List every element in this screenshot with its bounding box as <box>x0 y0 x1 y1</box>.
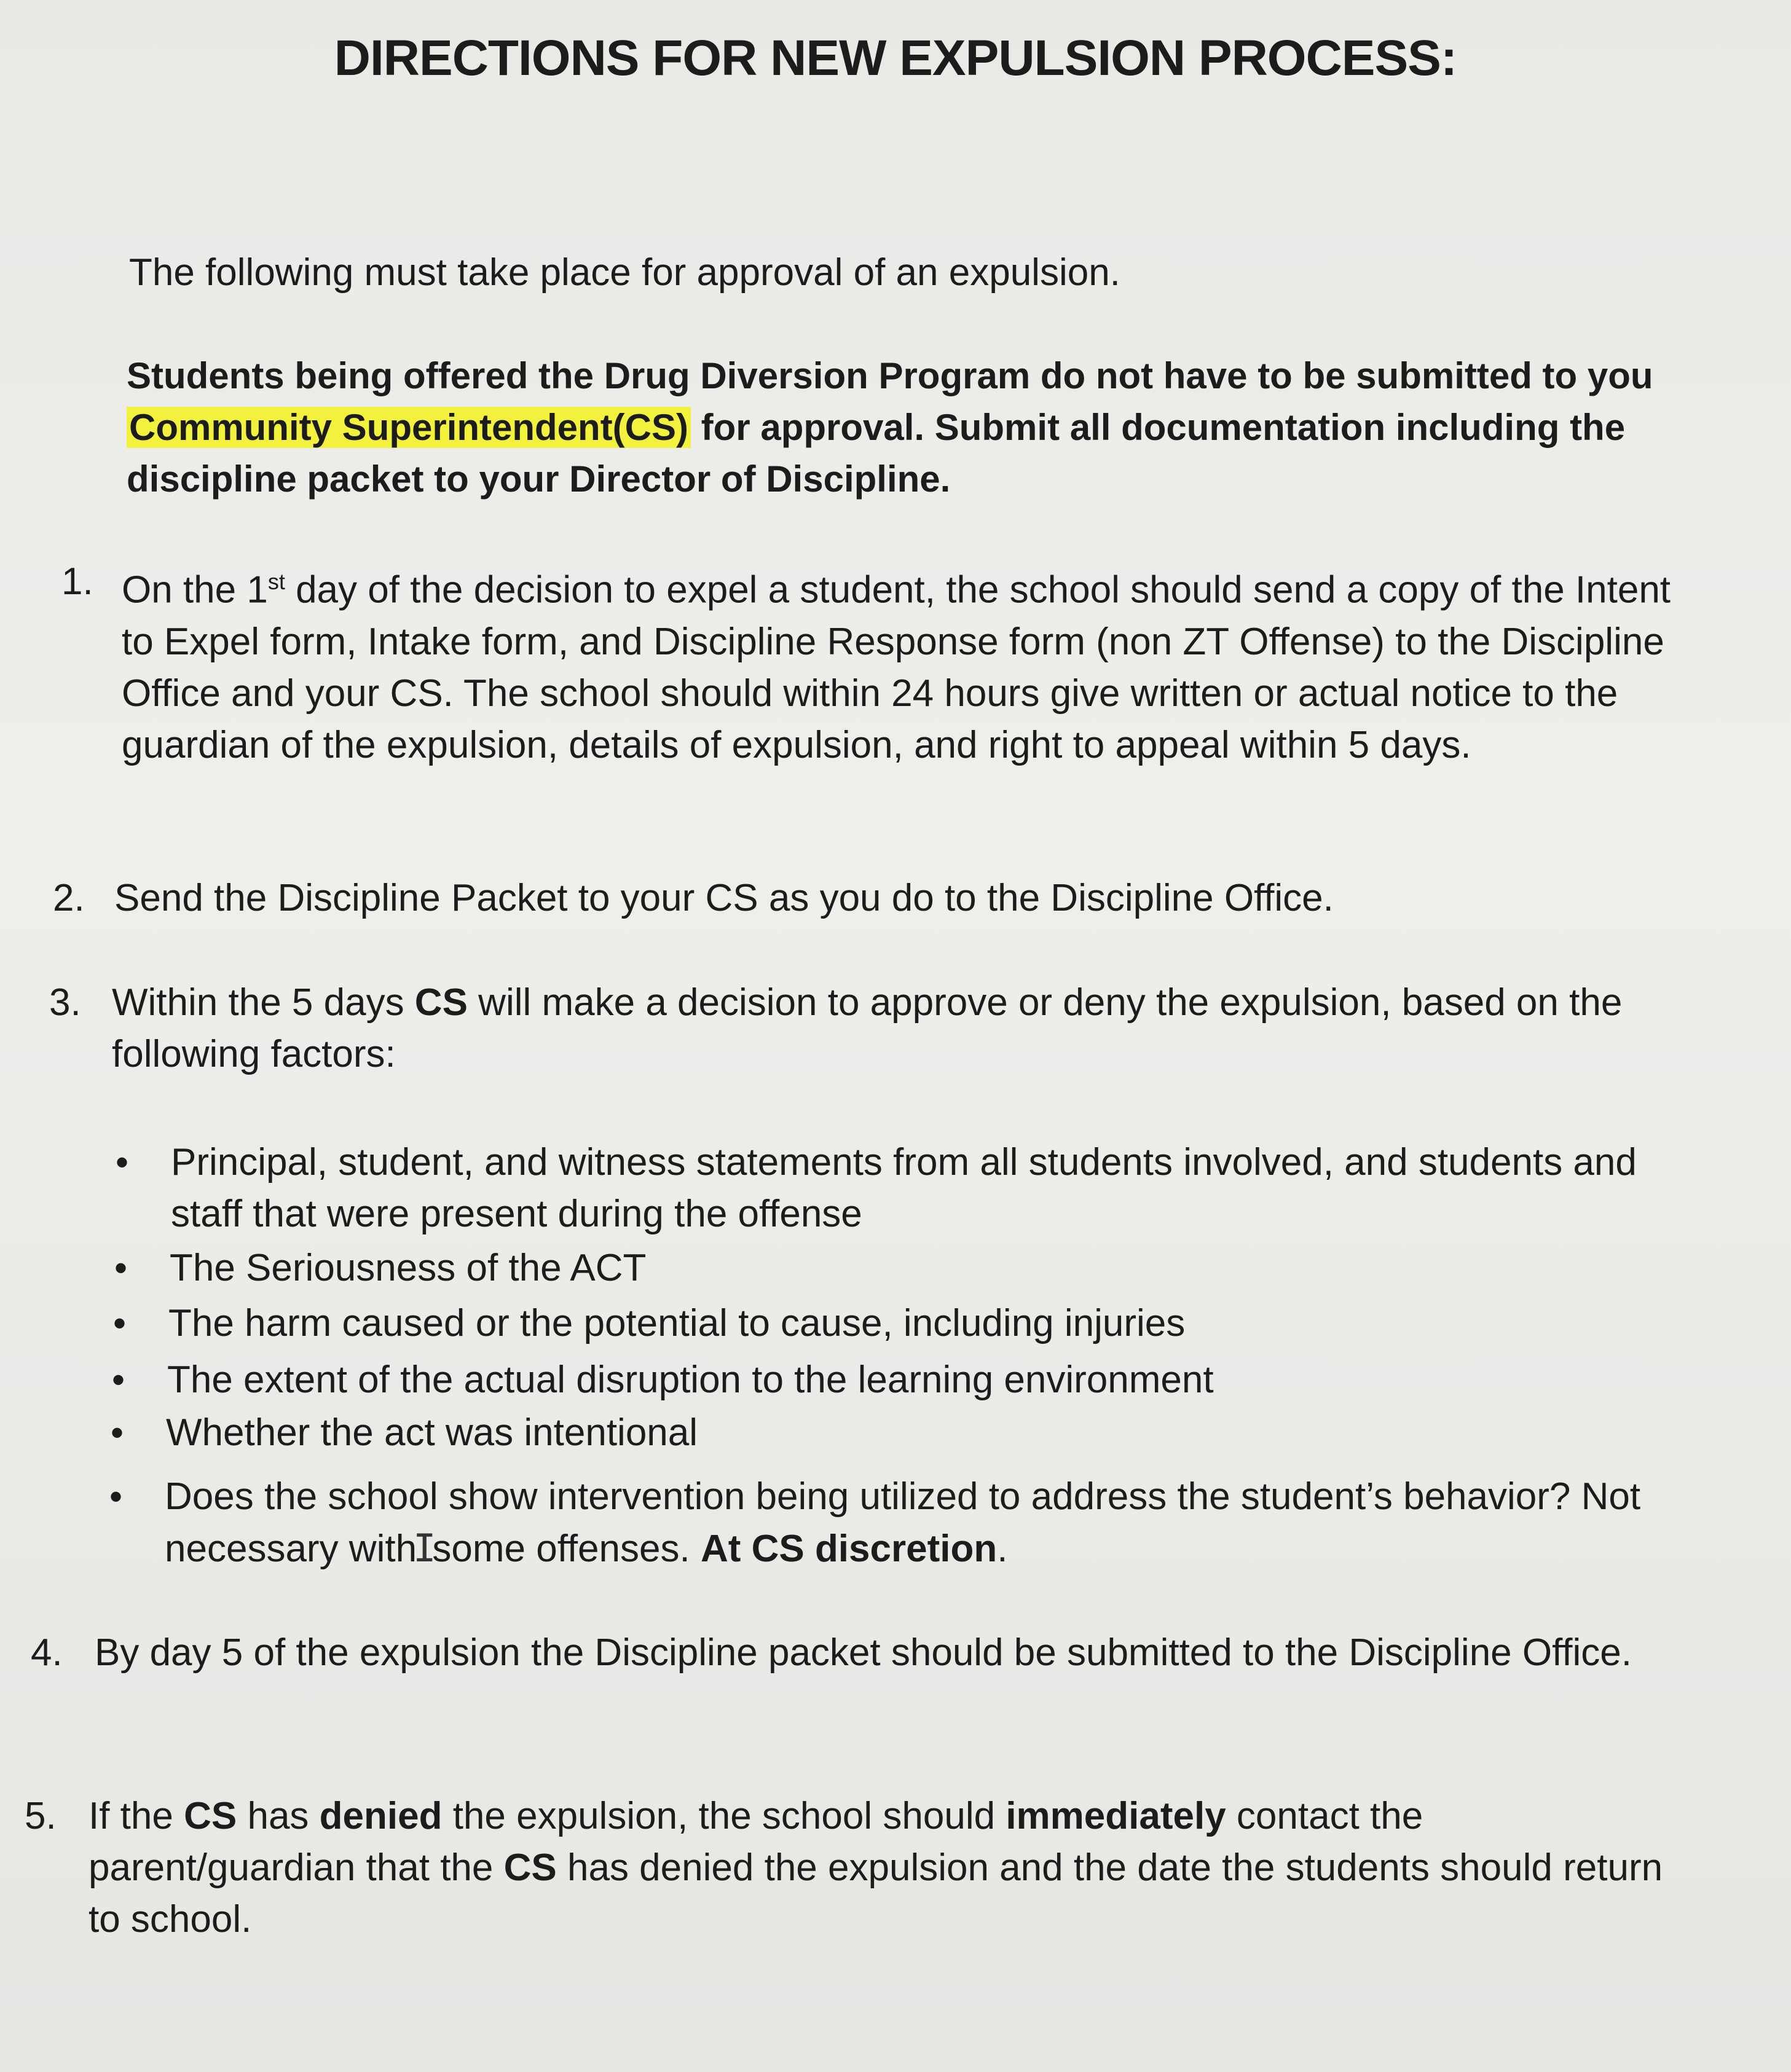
note-text-after: for approval. Submit all documentation including the discipline packet to your Director of Discipline. <box>127 407 1626 500</box>
step-number: 2. <box>53 877 85 919</box>
step-text: Within the 5 days CS will make a decision to approve or deny the expulsion, based on the following factors: <box>112 981 1623 1075</box>
step-number: 3. <box>49 981 81 1024</box>
list-item: • Principal, student, and witness statements from all students involved, and students and staff that were present during the offense <box>171 1137 1671 1240</box>
bullet-icon: • <box>116 1142 129 1183</box>
list-item: • The Seriousness of the ACT <box>170 1242 1669 1294</box>
bullet-icon: • <box>111 1412 124 1453</box>
step-text: Send the Discipline Packet to your CS as you do to the Discipline Office. <box>114 877 1334 919</box>
list-item: • Whether the act was intentional <box>166 1407 1666 1459</box>
step-text: If the CS has denied the expulsion, the school should immediately contact the parent/guardian that the CS has denied the expulsion and the date the students should return to school. <box>89 1795 1663 1941</box>
bullet-icon: • <box>109 1476 123 1517</box>
step-number: 4. <box>31 1631 63 1674</box>
list-item: • The extent of the actual disruption to the learning environment <box>167 1354 1667 1406</box>
step-number: 5. <box>25 1795 57 1837</box>
step-number: 1. <box>61 560 93 603</box>
intro-text: The following must take place for approval of an expulsion. <box>129 251 1120 294</box>
text-cursor-icon: I <box>413 1526 436 1571</box>
list-item: • The harm caused or the potential to cause, including injuries <box>168 1298 1668 1349</box>
step-text: On the 1st day of the decision to expel a student, the school should send a copy of the Intent to Expel form, Intake form, and Discipline Response form (non ZT Offense) to the Discipline Office and your CS. The school should within 24 hours give written or actual notice to the guardian of the expulsion, details of expulsion, and right to appeal within 5 days. <box>122 568 1671 766</box>
note-text-before: Students being offered the Drug Diversion Program do not have to be submitted to you <box>127 355 1653 396</box>
drug-diversion-note <box>127 350 1694 505</box>
page-title: DIRECTIONS FOR NEW EXPULSION PROCESS: <box>334 30 1457 86</box>
step-text: By day 5 of the expulsion the Discipline packet should be submitted to the Discipline Office. <box>95 1631 1632 1674</box>
bullet-icon: • <box>113 1303 127 1344</box>
highlighted-cs-text: Community Superintendent(CS) <box>127 407 691 448</box>
bullet-icon: • <box>112 1359 125 1400</box>
list-item: • Does the school show intervention being utilized to address the student’s behavior? Not necessary withIsome offenses. At CS discretion. <box>165 1471 1689 1575</box>
bullet-icon: • <box>114 1247 128 1289</box>
